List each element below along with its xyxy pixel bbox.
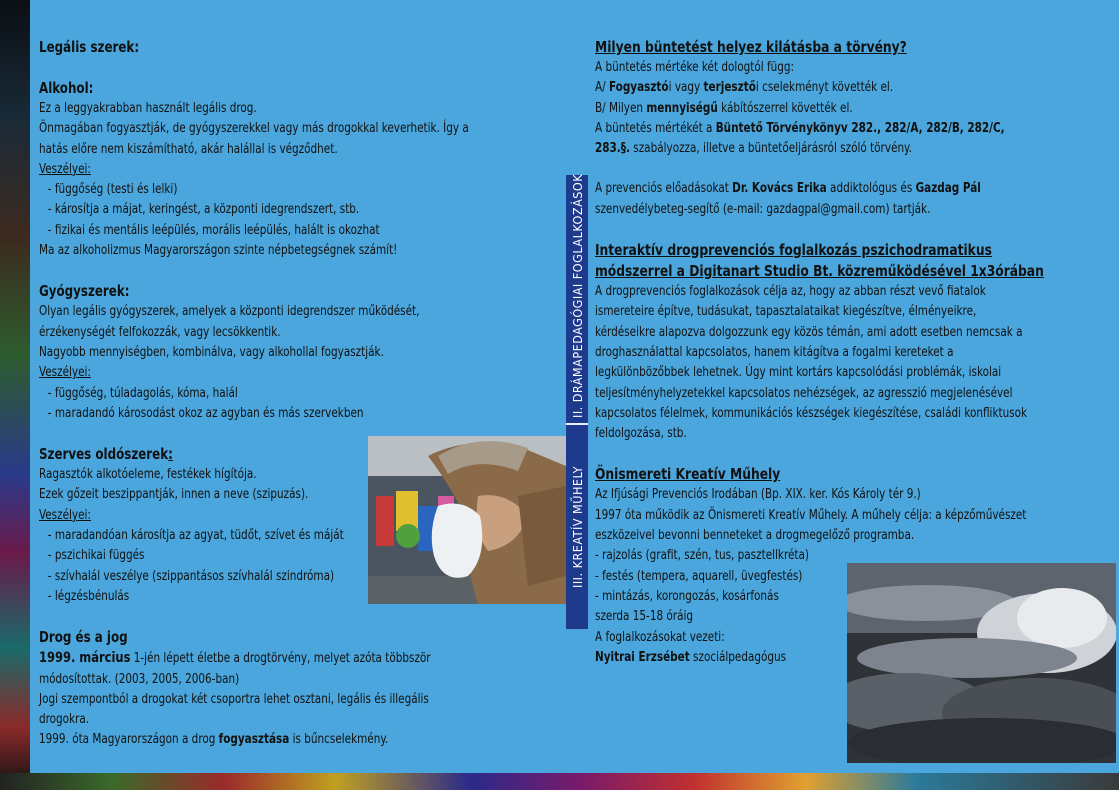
interactive-heading-1: Interaktív drogprevenciós foglalkozás pszichodramatikus	[595, 241, 992, 260]
text-line: legkülönbözőbbek lehetnek. Úgy mint kortárs kapcsolódási problémák, iskolai	[595, 365, 1002, 381]
clouds-photo	[847, 563, 1116, 763]
solvents-heading: Szerves oldószerek:	[39, 445, 173, 464]
text-line: - festés (tempera, aquarell, üvegfestés)	[595, 568, 803, 584]
text-line: droghasználattal kapcsolatos, hanem kitágítva a fogalmi kereteket a	[595, 344, 954, 360]
text-line: Ragasztók alkotóeleme, festékek hígítója.	[39, 467, 257, 483]
bottom-edge-decoration	[0, 773, 1119, 790]
text-line: 1997 óta működik az Önismereti Kreatív Műhely. A műhely célja: a képzőművészet	[595, 507, 1027, 523]
law-line: Jogi szempontból a drogokat két csoportra lehet osztani, legális és illegális	[39, 691, 429, 707]
text-line: hatás előre nem kiszámítható, akár halállal is végződhet.	[39, 141, 338, 157]
interactive-heading-2: módszerrel a Digitanart Studio Bt. közreműködésével 1x3órában	[595, 262, 1044, 281]
text-line: szerda 15-18 óráig	[595, 609, 694, 625]
text-line: Olyan legális gyógyszerek, amelyek a központi idegrendszer működését,	[39, 304, 420, 320]
text-line: 283.§. szabályozza, illetve a büntetőeljárásról szóló törvény.	[595, 141, 912, 157]
text-line: Önmagában fogyasztják, de gyógyszerekkel vagy más drogokkal keverhetik. Így a	[39, 121, 469, 137]
text-line: érzékenységét felfokozzák, vagy lecsökkentik.	[39, 324, 281, 340]
danger-item: - maradandóan károsítja az agyat, tüdőt, szívet és máját	[47, 528, 344, 544]
legal-drugs-title: Legális szerek:	[39, 38, 140, 56]
text-line: A drogprevenciós foglalkozások célja az, hogy az abban részt vevő fiatalok	[595, 284, 986, 300]
text-line: A/ Fogyasztói vagy terjesztői cselekményt követték el.	[595, 80, 894, 96]
danger-item: - pszichikai függés	[47, 548, 145, 564]
meds-heading: Gyógyszerek:	[39, 282, 130, 301]
law-heading: Drog és a jog	[39, 628, 128, 647]
text-line: B/ Milyen mennyiségű kábítószerrel követték el.	[595, 100, 853, 116]
danger-item: - károsítja a májat, keringést, a központi idegrendszert, stb.	[47, 202, 360, 218]
lecturers-contact: szenvedélybeteg-segítő (e-mail: gazdagpal@gmail.com) tartják.	[595, 201, 931, 217]
text-line: teljesítményhelyzetekkel kapcsolatos nehézségek, az agresszió megjelenésével	[595, 385, 1013, 401]
danger-item: - függőség (testi és lelki)	[47, 182, 178, 198]
strip-divider	[566, 423, 588, 425]
dangers-label: Veszélyei:	[39, 507, 91, 523]
text-line: - mintázás, korongozás, kosárfonás	[595, 588, 779, 604]
text-line: - rajzolás (grafit, szén, tus, pasztellkréta)	[595, 548, 809, 564]
text-line: ismereteire építve, tudásukat, tapasztalataikat kiegészítve, élményeikre,	[595, 304, 977, 320]
dangers-label: Veszélyei:	[39, 365, 91, 381]
dangers-label: Veszélyei:	[39, 161, 91, 177]
text-line: Az Ifjúsági Prevenciós Irodában (Bp. XIX. ker. Kós Károly tér 9.)	[595, 487, 921, 503]
text-line: A foglalkozásokat vezeti:	[595, 629, 725, 645]
danger-item: - maradandó károsodást okoz az agyban és más szervekben	[47, 405, 364, 421]
workshop-leader: Nyitrai Erzsébet szociálpedagógus	[595, 649, 787, 665]
penalty-heading: Milyen büntetést helyez kilátásba a törvény?	[595, 38, 907, 56]
text-line: eszközeivel bevonni benneteket a drogmegelőző programba.	[595, 528, 915, 544]
section2-label: II. DRÁMAPEDAGÓGIAI FOGLALKOZÁSOK	[570, 173, 585, 418]
law-line: módosítottak. (2003, 2005, 2006-ban)	[39, 671, 240, 687]
glue-sniffing-photo	[368, 436, 566, 604]
section3-label: III. KREATÍV MŰHELY	[570, 465, 585, 588]
law-line: drogokra.	[39, 712, 90, 728]
law-line: 1999. március 1-jén lépett életbe a drogtörvény, melyet azóta többször	[39, 650, 431, 667]
lecturers-line: A prevenciós előadásokat Dr. Kovács Erika addiktológus és Gazdag Pál	[595, 181, 981, 197]
text-line: A büntetés mértékét a Büntető Törvénykönyv 282., 282/A, 282/B, 282/C,	[595, 120, 1005, 136]
danger-item: - szívhalál veszélye (szippantásos szívhalál szindróma)	[47, 568, 335, 584]
text-line: kérdéseikre alapozva dolgozzunk egy közös témán, ami adott esetben nemcsak a	[595, 324, 1023, 340]
text-line: feldolgozása, stb.	[595, 426, 687, 442]
alcohol-note: Ma az alkoholizmus Magyarországon szinte népbetegségnek számít!	[39, 243, 398, 259]
law-line: 1999. óta Magyarországon a drog fogyasztása is bűncselekmény.	[39, 732, 389, 748]
danger-item: - függőség, túladagolás, kóma, halál	[47, 385, 238, 401]
left-edge-decoration	[0, 0, 30, 790]
text-line: kapcsolatos félelmek, kommunikációs készségek kiegészítése, családi konfliktusok	[595, 405, 1028, 421]
danger-item: - légzésbénulás	[47, 588, 130, 604]
left-column	[39, 37, 469, 751]
alcohol-heading: Alkohol:	[39, 79, 94, 97]
text-line: Ezek gőzeit beszippantják, innen a neve (szipuzás).	[39, 487, 309, 503]
workshop-heading: Önismereti Kreatív Műhely	[595, 465, 781, 484]
text-line: Nagyobb mennyiségben, kombinálva, vagy alkohollal fogyasztják.	[39, 344, 384, 360]
text-line: Ez a leggyakrabban használt legális drog.	[39, 101, 257, 116]
text-line: A büntetés mértéke két dologtól függ:	[595, 60, 795, 75]
danger-item: - fizikai és mentális leépülés, morális leépülés, halált is okozhat	[47, 222, 380, 238]
